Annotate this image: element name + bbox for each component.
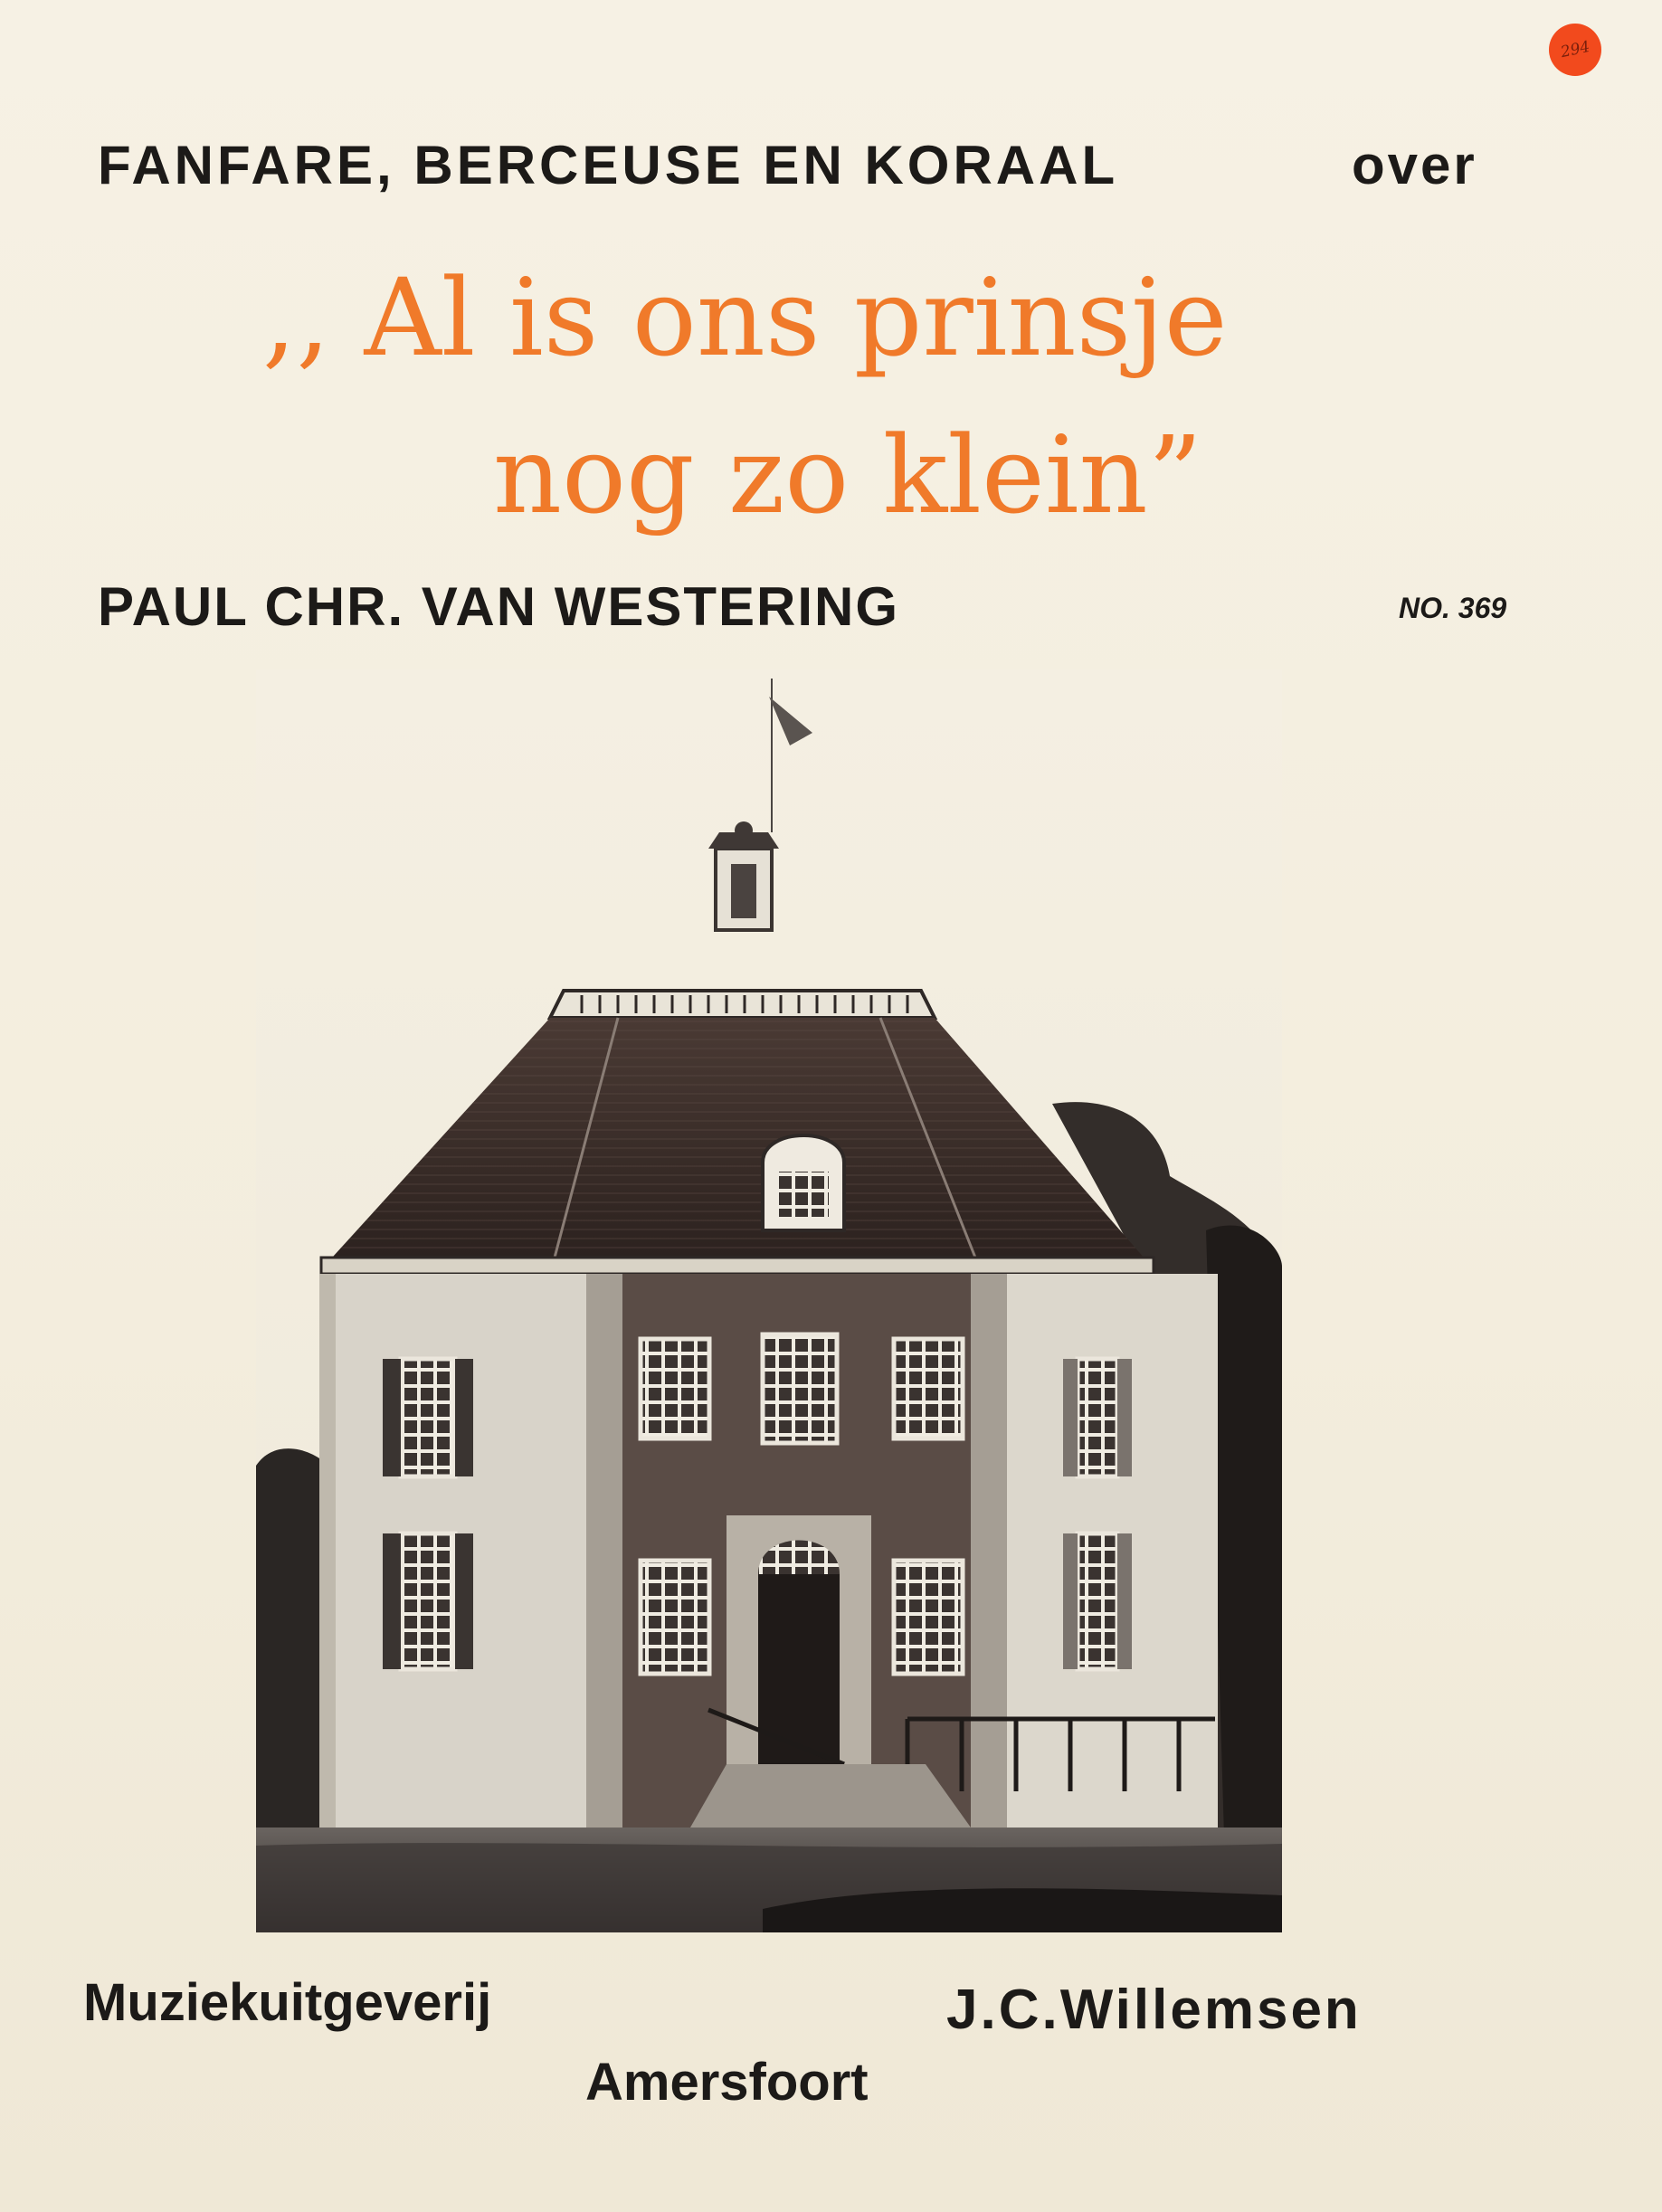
stamp-number: 294 (1559, 37, 1591, 62)
publisher-city: Amersfoort (585, 2053, 869, 2112)
castle-photo (256, 669, 1282, 1932)
catalog-number: NO. 369 (1399, 592, 1507, 624)
header-title: FANFARE, BERCEUSE EN KORAAL (98, 135, 1119, 195)
composer-name: PAUL CHR. VAN WESTERING (98, 576, 900, 637)
header-over: over (1352, 135, 1477, 195)
publisher-firm: J.C.Willemsen (946, 1979, 1362, 2041)
inventory-stamp (1549, 24, 1601, 76)
song-title-line2: nog zo klein” (493, 413, 1202, 537)
song-title-line1: ,, Al is ons prinsje (262, 255, 1228, 380)
publisher-name: Muziekuitgeverij (83, 1973, 492, 2032)
